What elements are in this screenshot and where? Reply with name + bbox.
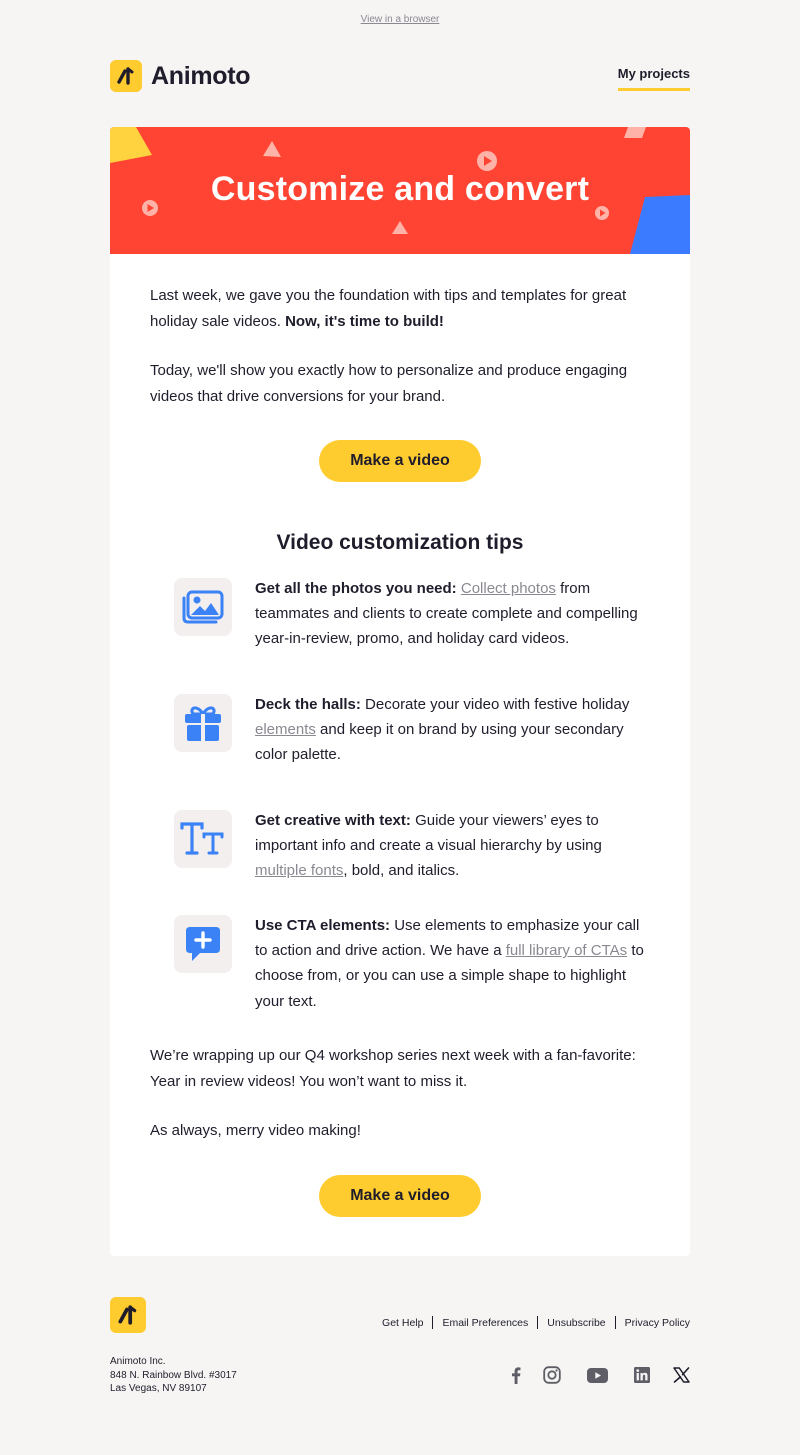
tip-deck-halls-body-1: Decorate your video with festive holiday (365, 696, 630, 713)
youtube-icon[interactable] (586, 1365, 608, 1385)
collect-photos-link[interactable]: Collect photos (460, 580, 556, 597)
x-icon[interactable] (672, 1365, 690, 1385)
street-address: 848 N. Rainbow Blvd. #3017 (110, 1369, 237, 1381)
animoto-logo-icon (110, 60, 142, 92)
email-header (110, 60, 690, 94)
intro-text: Last week, we gave you the foundation with tips and templates for great holiday sale videos. (150, 287, 627, 330)
instagram-icon[interactable] (542, 1365, 562, 1385)
hero-banner (110, 127, 690, 254)
intro-bold: Now, it's time to build! (285, 312, 444, 330)
tip-cta-elements-text (255, 913, 650, 1014)
brand-name: Animoto (151, 61, 251, 90)
email-footer (110, 1297, 690, 1407)
elements-link[interactable]: elements (255, 721, 316, 739)
social-links (506, 1365, 690, 1385)
multiple-fonts-link[interactable]: multiple fonts (255, 862, 344, 880)
email-preferences-link[interactable]: Email Preferences (442, 1316, 529, 1329)
animoto-logo[interactable] (110, 60, 250, 92)
hero-title: Customize and convert (210, 170, 590, 208)
cta-library-link[interactable]: full library of CTAs (505, 942, 628, 960)
view-in-browser-link[interactable]: View in a browser (360, 14, 440, 25)
linkedin-icon[interactable] (632, 1365, 652, 1385)
intro-paragraph-2: Today, we'll show you exactly how to personalize and produce engaging videos that drive conversions for your brand. (150, 362, 628, 405)
tip-creative-text-body-2: , bold, and italics. (343, 862, 460, 880)
footer-logo-icon[interactable] (110, 1297, 146, 1333)
tip-photos-text (255, 576, 650, 652)
privacy-policy-link[interactable]: Privacy Policy (624, 1316, 690, 1329)
footer-links (382, 1316, 690, 1329)
tip-cta-elements-body-1: Use elements to emphasize your call to action and drive action. We have a (255, 917, 640, 960)
divider (615, 1316, 616, 1329)
make-video-button[interactable]: Make a video (319, 440, 481, 482)
email-card (110, 127, 690, 1256)
tip-creative-text-body-1: Guide your viewers’ eyes to important info and create a visual hierarchy by using (255, 812, 602, 855)
tip-photos-body: from teammates and clients to create complete and compelling year-in-review, promo, and holiday card videos. (255, 580, 638, 648)
tip-deck-halls-heading: Deck the halls: (255, 696, 361, 713)
facebook-icon[interactable] (506, 1365, 526, 1385)
unsubscribe-link[interactable]: Unsubscribe (547, 1316, 606, 1329)
text-icon (174, 810, 232, 868)
cta-message-icon (174, 915, 232, 973)
tip-cta-elements-body-2: to choose from, or you can use a simple shape to highlight your text. (255, 942, 644, 1010)
divider (537, 1316, 538, 1329)
tip-deck-halls-body-2: and keep it on brand by using your secondary color palette. (255, 721, 624, 764)
company-address (110, 1355, 237, 1396)
tip-creative-text-heading: Get creative with text: (255, 812, 411, 829)
gift-icon (174, 694, 232, 752)
outro-paragraph-2: As always, merry video making! (150, 1122, 361, 1139)
intro-paragraph-1 (150, 283, 650, 334)
photos-icon (174, 578, 232, 636)
preheader (0, 14, 800, 25)
tip-photos-heading: Get all the photos you need: (255, 580, 457, 597)
my-projects-link[interactable]: My projects (618, 66, 690, 91)
tip-cta-elements-heading: Use CTA elements: (255, 917, 391, 934)
outro-paragraph-1: We’re wrapping up our Q4 workshop series next week with a fan-favorite: Year in review videos! You won’t want to miss it. (150, 1047, 636, 1090)
divider (432, 1316, 433, 1329)
get-help-link[interactable]: Get Help (382, 1316, 424, 1329)
city-address: Las Vegas, NV 89107 (110, 1383, 207, 1394)
tips-section-title: Video customization tips (276, 531, 524, 554)
make-video-button-bottom[interactable]: Make a video (319, 1175, 481, 1217)
company-name: Animoto Inc. (110, 1356, 166, 1367)
tip-deck-halls-text (255, 692, 650, 768)
tip-creative-text-text (255, 808, 650, 884)
